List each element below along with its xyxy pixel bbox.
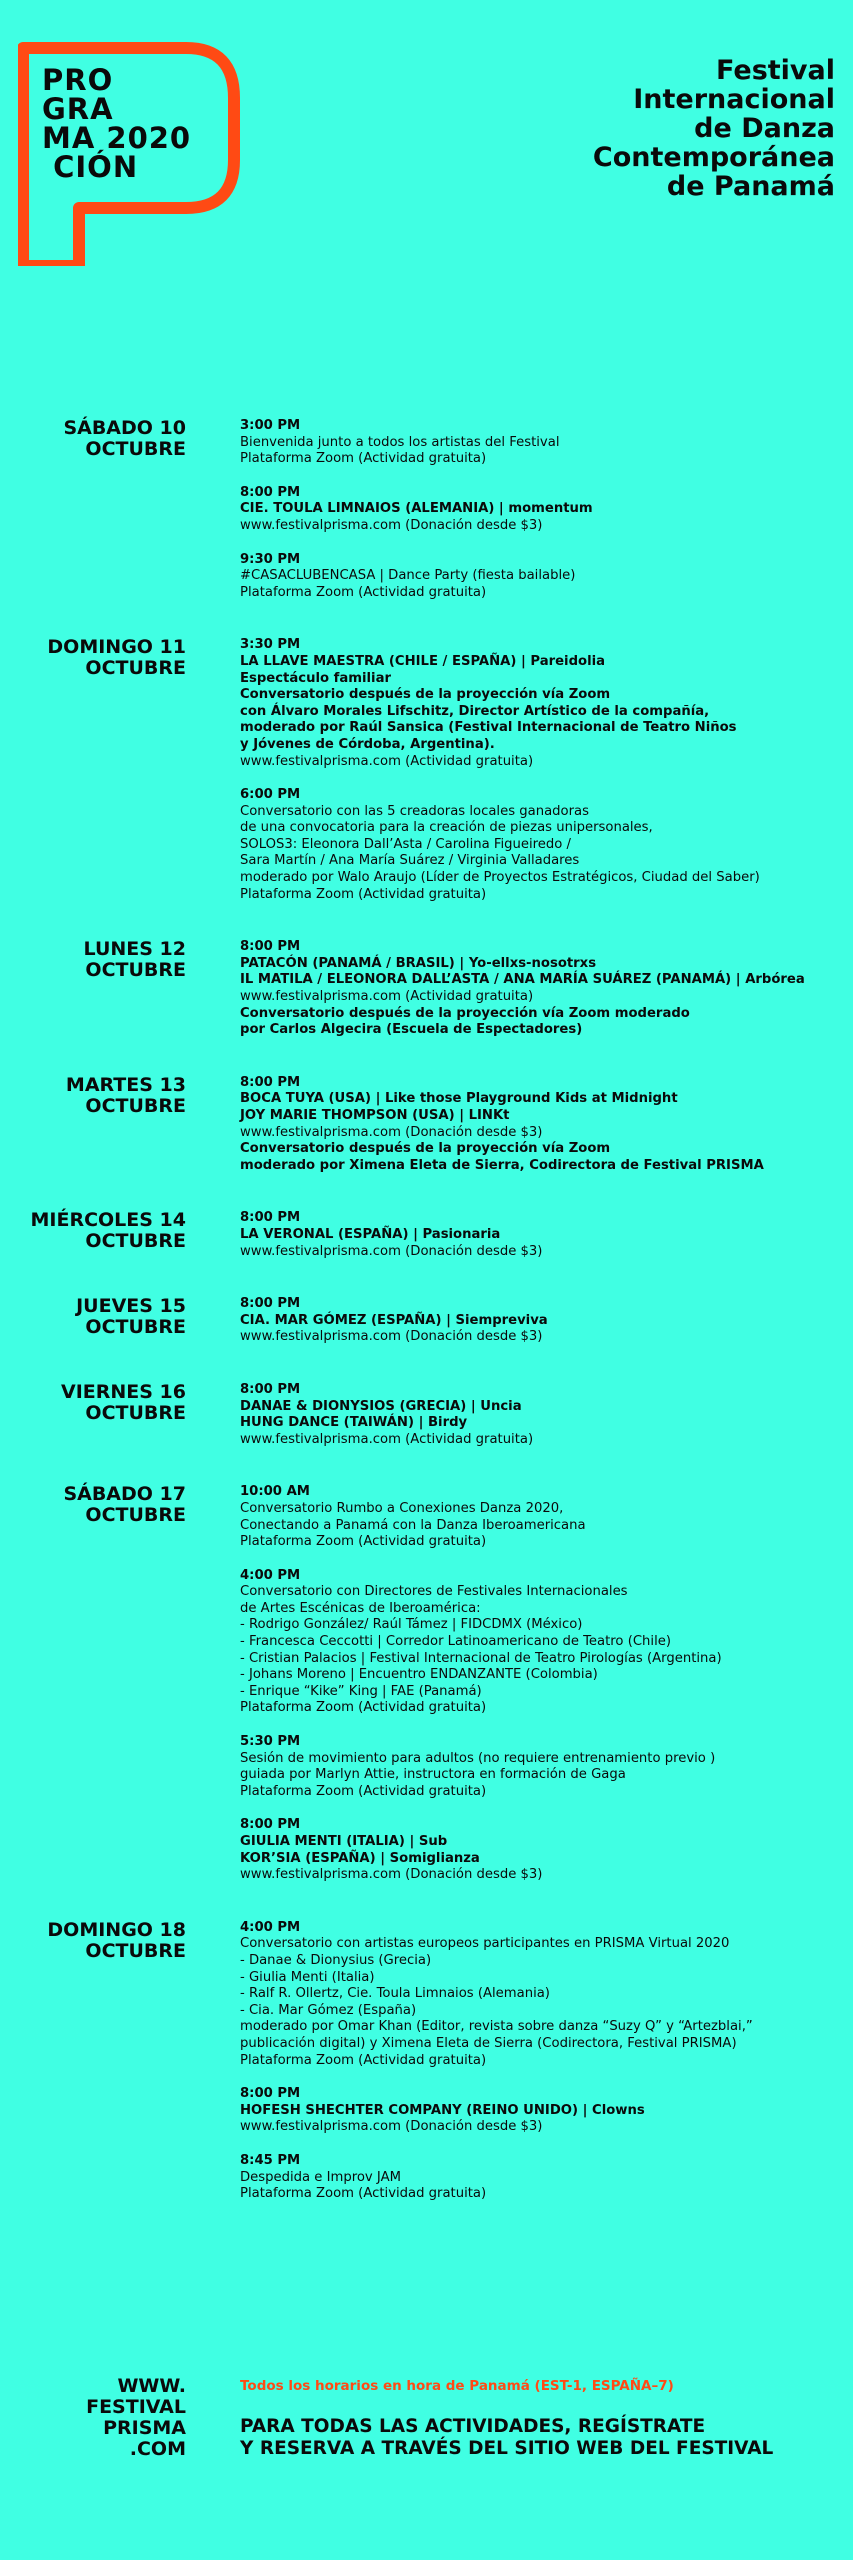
day-label bbox=[0, 418, 186, 460]
title-line: Contemporánea bbox=[592, 142, 835, 173]
event-detail-line: - Ralf R. Ollertz, Cie. Toula Limnaios (Alemania) bbox=[240, 1986, 550, 2002]
day-label-line: OCTUBRE bbox=[85, 438, 186, 460]
title-line: de Danza bbox=[694, 113, 835, 144]
event-venue-link[interactable]: www.festivalprisma.com (Actividad gratuita) bbox=[240, 1431, 534, 1447]
event-detail-line: GIULIA MENTI (ITALIA) | Sub bbox=[240, 1834, 448, 1849]
day-label-line: OCTUBRE bbox=[85, 1230, 186, 1253]
timezone-note: Todos los horarios en hora de Panamá (EST-1, ESPAÑA–7) bbox=[240, 2378, 674, 2394]
event-detail-line: de una convocatoria para la creación de piezas unipersonales, bbox=[240, 820, 653, 836]
event-detail-line: - Rodrigo González/ Raúl Támez | FIDCDMX (México) bbox=[240, 1617, 583, 1633]
event-venue-link[interactable]: Plataforma Zoom (Actividad gratuita) bbox=[240, 2186, 487, 2202]
day-label-line: OCTUBRE bbox=[85, 657, 186, 680]
event-venue-link[interactable]: www.festivalprisma.com (Donación desde $3) bbox=[240, 1867, 543, 1883]
event-venue-link[interactable]: www.festivalprisma.com (Donación desde $3) bbox=[240, 517, 543, 533]
day-label-line: OCTUBRE bbox=[85, 1939, 186, 1962]
event-list bbox=[240, 1075, 840, 1175]
day-label bbox=[0, 1210, 186, 1252]
event-detail-line: CIA. MAR GÓMEZ (ESPAÑA) | Siempreviva bbox=[240, 1312, 548, 1328]
day-label bbox=[0, 1920, 186, 1962]
event-list bbox=[240, 1920, 840, 2203]
festival-title bbox=[535, 56, 835, 201]
event-detail-line: por Carlos Algecira (Escuela de Espectadores) bbox=[240, 1022, 583, 1038]
event-detail-line: - Danae & Dionysius (Grecia) bbox=[240, 1952, 432, 1968]
event-time: 8:00 PM bbox=[240, 1817, 301, 1833]
logo-line: MA 2020 bbox=[42, 121, 192, 155]
day-label-line: DOMINGO 18 bbox=[47, 1918, 186, 1941]
event-detail-line: de Artes Escénicas de Iberoamérica: bbox=[240, 1600, 481, 1616]
event-detail-line: Conversatorio después de la proyección vía Zoom bbox=[240, 1141, 611, 1157]
day-block bbox=[0, 1296, 853, 1346]
event-time: 8:00 PM bbox=[240, 1296, 301, 1312]
event-time: 3:00 PM bbox=[240, 418, 301, 433]
programa-logo bbox=[18, 42, 242, 266]
day-label-line: OCTUBRE bbox=[85, 1094, 186, 1117]
day-label bbox=[0, 637, 186, 679]
day-label-line: OCTUBRE bbox=[85, 1504, 186, 1527]
event-item bbox=[240, 418, 840, 468]
event-list bbox=[240, 939, 840, 1039]
day-block bbox=[0, 1484, 853, 1883]
event-item bbox=[240, 1210, 840, 1260]
event-venue-link[interactable]: Plataforma Zoom (Actividad gratuita) bbox=[240, 451, 487, 467]
schedule bbox=[0, 418, 853, 2239]
event-venue-link[interactable]: Plataforma Zoom (Actividad gratuita) bbox=[240, 1700, 487, 1716]
event-venue-link[interactable]: Plataforma Zoom (Actividad gratuita) bbox=[240, 1783, 487, 1799]
event-time: 10:00 AM bbox=[240, 1484, 310, 1500]
event-time: 5:30 PM bbox=[240, 1734, 301, 1750]
event-detail-line: IL MATILA / ELEONORA DALL’ASTA / ANA MARÍA SUÁREZ (PANAMÁ) | Arbórea bbox=[240, 972, 805, 988]
event-list bbox=[240, 1296, 840, 1346]
event-item bbox=[240, 485, 840, 535]
event-detail-line: SOLOS3: Eleonora Dall’Asta / Carolina Figueiredo / bbox=[240, 836, 571, 852]
event-detail-line: Conversatorio con las 5 creadoras locales ganadoras bbox=[240, 803, 589, 819]
day-label bbox=[0, 1075, 186, 1117]
event-detail-line: moderado por Omar Khan (Editor, revista sobre danza “Suzy Q” y “Artezblai,” bbox=[240, 2019, 753, 2035]
event-time: 8:00 PM bbox=[240, 1381, 301, 1397]
event-venue-link[interactable]: www.festivalprisma.com (Donación desde $3) bbox=[240, 1243, 543, 1259]
event-time: 8:45 PM bbox=[240, 2152, 301, 2168]
event-time: 8:00 PM bbox=[240, 484, 301, 500]
event-item bbox=[240, 1734, 840, 1800]
event-detail-line: - Johans Moreno | Encuentro ENDANZANTE (Colombia) bbox=[240, 1667, 598, 1683]
event-venue-link[interactable]: www.festivalprisma.com (Donación desde $3) bbox=[240, 2119, 543, 2135]
event-detail-line: publicación digital) y Ximena Eleta de Sierra (Codirectora, Festival PRISMA) bbox=[240, 2035, 737, 2051]
registration-cta bbox=[240, 2416, 773, 2460]
event-detail-line: Sara Martín / Ana María Suárez / Virginia Valladares bbox=[240, 853, 580, 869]
logo-line: GRA bbox=[42, 92, 114, 126]
day-label-line: OCTUBRE bbox=[85, 1316, 186, 1339]
event-detail-line: Bienvenida junto a todos los artistas del Festival bbox=[240, 434, 560, 450]
event-time: 4:00 PM bbox=[240, 1567, 301, 1583]
website-address[interactable] bbox=[0, 2376, 186, 2460]
event-detail-line: PATACÓN (PANAMÁ / BRASIL) | Yo-ellxs-nosotrxs bbox=[240, 955, 597, 971]
day-label-line: DOMINGO 11 bbox=[47, 636, 186, 659]
event-item bbox=[240, 1568, 840, 1717]
event-detail-line: JOY MARIE THOMPSON (USA) | LINKt bbox=[240, 1108, 510, 1123]
event-venue-link[interactable]: Plataforma Zoom (Actividad gratuita) bbox=[240, 2052, 487, 2068]
event-item bbox=[240, 637, 840, 770]
day-block bbox=[0, 1920, 853, 2203]
event-list bbox=[240, 637, 840, 903]
day-block bbox=[0, 418, 853, 601]
day-block bbox=[0, 1075, 853, 1175]
event-detail-line: y Jóvenes de Córdoba, Argentina). bbox=[240, 736, 495, 752]
event-detail-line: guiada por Marlyn Attie, instructora en formación de Gaga bbox=[240, 1767, 626, 1783]
event-detail-line: - Cia. Mar Gómez (España) bbox=[240, 2002, 417, 2018]
day-label-line: SÁBADO 17 bbox=[63, 1483, 186, 1506]
event-detail-line: HUNG DANCE (TAIWÁN) | Birdy bbox=[240, 1415, 468, 1431]
event-detail-line: #CASACLUBENCASA | Dance Party (fiesta bailable) bbox=[240, 568, 576, 584]
day-block bbox=[0, 939, 853, 1039]
event-detail-line: HOFESH SHECHTER COMPANY (REINO UNIDO) | Clowns bbox=[240, 2102, 645, 2118]
event-venue-link[interactable]: Plataforma Zoom (Actividad gratuita) bbox=[240, 584, 487, 600]
site-line: PRISMA bbox=[103, 2417, 186, 2439]
event-list bbox=[240, 1382, 840, 1448]
day-label-line: MARTES 13 bbox=[65, 1073, 186, 1096]
site-line: .COM bbox=[129, 2438, 186, 2460]
event-detail-line: Conversatorio después de la proyección vía Zoom bbox=[240, 687, 611, 703]
site-line: FESTIVAL bbox=[86, 2396, 186, 2418]
event-item bbox=[240, 2086, 840, 2136]
event-list bbox=[240, 1210, 840, 1260]
event-item bbox=[240, 1296, 840, 1346]
event-detail-line: Despedida e Improv JAM bbox=[240, 2169, 401, 2185]
event-time: 8:00 PM bbox=[240, 2086, 301, 2102]
event-venue-link[interactable]: www.festivalprisma.com (Donación desde $3) bbox=[240, 1329, 543, 1345]
event-detail-line: LA LLAVE MAESTRA (CHILE / ESPAÑA) | Pareidolia bbox=[240, 653, 606, 669]
event-item bbox=[240, 1484, 840, 1550]
day-label bbox=[0, 1382, 186, 1424]
day-block bbox=[0, 1210, 853, 1260]
event-time: 8:00 PM bbox=[240, 1074, 301, 1090]
cta-line: PARA TODAS LAS ACTIVIDADES, REGÍSTRATE bbox=[240, 2416, 706, 2437]
programa-logo-text bbox=[42, 63, 242, 184]
event-detail-line: KOR’SIA (ESPAÑA) | Somiglianza bbox=[240, 1850, 480, 1866]
event-item bbox=[240, 1382, 840, 1448]
day-label-line: MIÉRCOLES 14 bbox=[30, 1209, 186, 1232]
logo-line: CIÓN bbox=[42, 150, 139, 184]
event-detail-line: - Francesca Ceccotti | Corredor Latinoamericano de Teatro (Chile) bbox=[240, 1634, 671, 1650]
event-detail-line: Conversatorio con artistas europeos participantes en PRISMA Virtual 2020 bbox=[240, 1936, 730, 1952]
event-item bbox=[240, 1817, 840, 1883]
event-time: 3:30 PM bbox=[240, 637, 301, 653]
day-label-line: LUNES 12 bbox=[83, 938, 186, 961]
logo-line: PRO bbox=[42, 63, 114, 97]
event-detail-line: Sesión de movimiento para adultos (no requiere entrenamiento previo ) bbox=[240, 1750, 716, 1766]
day-label-line: VIERNES 16 bbox=[60, 1380, 186, 1403]
event-detail-line: CIE. TOULA LIMNAIOS (ALEMANIA) | momentum bbox=[240, 501, 593, 517]
event-detail-line: BOCA TUYA (USA) | Like those Playground Kids at Midnight bbox=[240, 1091, 678, 1107]
event-list bbox=[240, 1484, 840, 1883]
event-item bbox=[240, 1075, 840, 1175]
event-venue-link[interactable]: www.festivalprisma.com (Actividad gratuita) bbox=[240, 753, 534, 769]
day-block bbox=[0, 637, 853, 903]
event-detail-line: moderado por Walo Araujo (Líder de Proyectos Estratégicos, Ciudad del Saber) bbox=[240, 870, 760, 886]
event-time: 4:00 PM bbox=[240, 1919, 301, 1935]
event-item bbox=[240, 787, 840, 903]
event-detail-line: - Cristian Palacios | Festival Internacional de Teatro Pirologías (Argentina) bbox=[240, 1650, 722, 1666]
event-detail-line: Conectando a Panamá con la Danza Iberoamericana bbox=[240, 1517, 586, 1533]
day-label-line: OCTUBRE bbox=[85, 1401, 186, 1424]
event-detail-line: moderado por Raúl Sansica (Festival Internacional de Teatro Niños bbox=[240, 720, 737, 736]
day-block bbox=[0, 1382, 853, 1448]
site-line: WWW. bbox=[117, 2375, 186, 2397]
event-item bbox=[240, 1920, 840, 2069]
day-label bbox=[0, 1484, 186, 1526]
title-line: de Panamá bbox=[666, 171, 835, 202]
event-time: 6:00 PM bbox=[240, 787, 301, 803]
day-label-line: OCTUBRE bbox=[85, 959, 186, 982]
event-detail-line: Espectáculo familiar bbox=[240, 670, 391, 686]
event-time: 9:30 PM bbox=[240, 551, 301, 567]
event-detail-line: - Giulia Menti (Italia) bbox=[240, 1969, 375, 1985]
event-venue-link[interactable]: Plataforma Zoom (Actividad gratuita) bbox=[240, 1534, 487, 1550]
event-detail-line: DANAE & DIONYSIOS (GRECIA) | Uncia bbox=[240, 1398, 522, 1414]
event-detail-line: con Álvaro Morales Lifschitz, Director Artístico de la compañía, bbox=[240, 703, 710, 719]
event-detail-line: - Enrique “Kike” King | FAE (Panamá) bbox=[240, 1683, 482, 1699]
title-line: Internacional bbox=[633, 84, 835, 115]
day-label-line: SÁBADO 10 bbox=[63, 417, 186, 439]
event-detail-line: Conversatorio con Directores de Festivales Internacionales bbox=[240, 1584, 628, 1600]
event-item bbox=[240, 552, 840, 602]
event-venue-link[interactable]: www.festivalprisma.com (Donación desde $3) bbox=[240, 1124, 543, 1140]
event-item bbox=[240, 2153, 840, 2203]
day-label bbox=[0, 939, 186, 981]
event-item bbox=[240, 939, 840, 1039]
event-detail-line: Conversatorio después de la proyección vía Zoom moderado bbox=[240, 1005, 690, 1021]
event-detail-line: moderado por Ximena Eleta de Sierra, Codirectora de Festival PRISMA bbox=[240, 1157, 764, 1173]
day-label bbox=[0, 1296, 186, 1338]
event-detail-line: LA VERONAL (ESPAÑA) | Pasionaria bbox=[240, 1226, 501, 1242]
event-list bbox=[240, 418, 840, 601]
day-label-line: JUEVES 15 bbox=[76, 1295, 186, 1318]
event-venue-link[interactable]: www.festivalprisma.com (Actividad gratuita) bbox=[240, 989, 534, 1005]
event-time: 8:00 PM bbox=[240, 939, 301, 955]
title-line: Festival bbox=[716, 55, 835, 86]
cta-line: Y RESERVA A TRAVÉS DEL SITIO WEB DEL FESTIVAL bbox=[240, 2438, 774, 2459]
event-venue-link[interactable]: Plataforma Zoom (Actividad gratuita) bbox=[240, 886, 487, 902]
event-time: 8:00 PM bbox=[240, 1210, 301, 1226]
event-detail-line: Conversatorio Rumbo a Conexiones Danza 2020, bbox=[240, 1500, 564, 1516]
